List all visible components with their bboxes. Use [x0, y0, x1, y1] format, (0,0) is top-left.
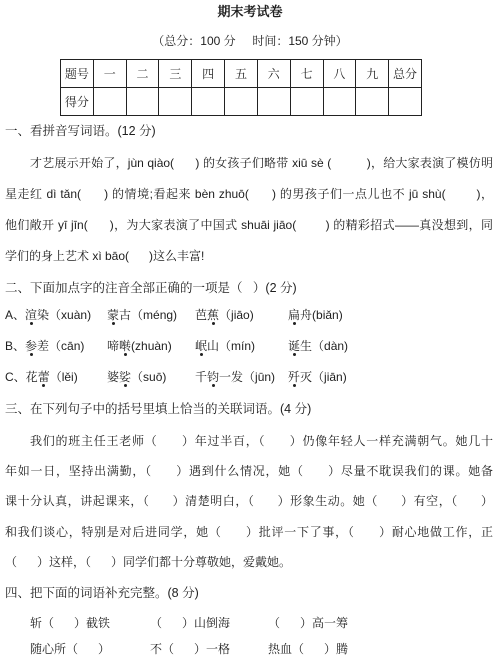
idiom-row [30, 636, 490, 662]
word-char: 生 [300, 339, 313, 353]
table-row-label: 得分 [61, 88, 94, 116]
question-line: 和我们谈心，特别是对后进同学，她（ ）批评一下了事，（ ）耐心地做工作，正 [5, 524, 493, 539]
dotted-char: 娑 [119, 370, 132, 384]
word-char: 芭 [195, 308, 208, 322]
idiom-blank-item: （ ）高一筹 [268, 616, 349, 630]
option-word [107, 331, 195, 362]
option-row [5, 331, 493, 362]
word-char: 千 [195, 370, 208, 384]
dotted-char: 渲 [25, 308, 38, 322]
word-char: 染 [37, 308, 50, 322]
option-word [195, 331, 288, 362]
option-letter: B、 [5, 339, 26, 353]
option-word [288, 362, 493, 393]
pinyin-text: （lěi) [49, 370, 78, 384]
option-word [195, 362, 288, 393]
table-header-label: 题号 [61, 60, 94, 88]
option-word [5, 331, 107, 362]
exam-info: （总分：100 分 时间：150 分钟） [152, 34, 348, 48]
word-char: 灭 [300, 370, 313, 384]
pinyin-text: （dàn) [312, 339, 349, 353]
option-word [107, 362, 195, 393]
dotted-char: 参 [25, 339, 38, 353]
question-line: 星走红 dì tǎn( ) 的情境;看起来 bèn zhuō( ) 的男孩子们一点儿也不 jū shù( )， [5, 187, 493, 201]
question-line: 学们的身上艺术 xì bāo( )这么丰富! [5, 249, 205, 263]
table-header-cell: 九 [356, 60, 389, 88]
table-header-cell: 一 [93, 60, 126, 88]
option-word [5, 362, 107, 393]
dotted-char: 诞 [288, 339, 301, 353]
section-heading: 四、把下面的词语补充完整。(8 分) [5, 586, 199, 600]
question-line: 他们敞开 yī jīn( )，为大家表演了中国式 shuāi jiāo( ) 的精彩招式——真没想到，同 [5, 218, 493, 232]
score-table [60, 59, 422, 116]
section1-paragraph [5, 148, 493, 272]
pinyin-text: （jūn) [243, 370, 276, 384]
question-line: 才艺展示开始了，jùn qiào( ) 的女孩子们略带 xiū sè ( )，给大家表演了模仿明 [30, 156, 493, 170]
dotted-char: 蕾 [37, 370, 50, 384]
word-char: 一发 [219, 370, 244, 384]
score-cell [356, 88, 389, 116]
option-word [107, 300, 195, 331]
question-line: （ ）这样，（ ）同学们都十分尊敬她，爱戴她。 [5, 554, 292, 569]
pinyin-text: (zhuàn) [131, 339, 172, 353]
section-heading: 三、在下列句子中的括号里填上恰当的关联词语。(4 分) [5, 402, 312, 416]
score-cell [192, 88, 225, 116]
pinyin-text: （jiān) [312, 370, 347, 384]
option-letter: C、 [5, 370, 26, 384]
pinyin-text: (biǎn) [312, 308, 343, 322]
table-header-cell: 七 [290, 60, 323, 88]
word-char: 山 [207, 339, 220, 353]
choice-options [5, 300, 493, 393]
option-row [5, 362, 493, 393]
table-header-cell: 四 [192, 60, 225, 88]
table-header-cell: 总分 [389, 60, 422, 88]
idiom-blank-item: （ ）山倒海 [150, 616, 231, 630]
idiom-blank-item: 斩（ ）截铁 [30, 616, 111, 630]
pinyin-text: （xuàn) [49, 308, 92, 322]
option-letter: A、 [5, 308, 26, 322]
score-cell [225, 88, 258, 116]
pinyin-text: （suō) [131, 370, 167, 384]
dotted-char: 歼 [288, 370, 301, 384]
section-heading: 一、看拼音写词语。(12 分) [5, 124, 156, 138]
table-header-cell: 三 [159, 60, 192, 88]
word-char: 婆 [107, 370, 120, 384]
idiom-row [30, 610, 490, 636]
question-line: 我们的班主任王老师（ ）年过半百，（ ）仍像年轻人一样充满朝气。她几十 [30, 434, 493, 448]
score-table-header-row [61, 60, 422, 88]
dotted-char: 蒙 [107, 308, 120, 322]
question-line: 课十分认真，讲起课来，（ ）清楚明白，（ ）形象生动。她（ ）有空，（ ） [5, 494, 493, 509]
idiom-blank-item: 随心所（ ） [30, 642, 111, 656]
section-heading: 二、下面加点字的注音全部正确的一项是（ ）(2 分) [5, 281, 297, 295]
score-cell [389, 88, 422, 116]
pinyin-text: （jiāo) [219, 308, 254, 322]
score-cell [323, 88, 356, 116]
option-word [195, 300, 288, 331]
score-cell [290, 88, 323, 116]
dotted-char: 钧 [207, 370, 220, 384]
option-word [5, 300, 107, 331]
idiom-blank-item: 热血（ ）腾 [268, 642, 349, 656]
pinyin-text: （mín) [219, 339, 256, 353]
score-cell [126, 88, 159, 116]
dotted-char: 岷 [195, 339, 208, 353]
pinyin-text: （cān) [49, 339, 85, 353]
score-cell [257, 88, 290, 116]
question-line: 年如一日，坚持出满勤，（ ）遇到什么情况，她（ ）尽量不耽误我们的课。她备 [5, 464, 493, 479]
table-header-cell: 八 [323, 60, 356, 88]
idiom-grid [30, 610, 490, 662]
option-word [288, 331, 493, 362]
dotted-char: 啭 [119, 339, 132, 353]
word-char: 舟 [300, 308, 313, 322]
score-table-score-row [61, 88, 422, 116]
word-char: 古 [119, 308, 132, 322]
score-cell [93, 88, 126, 116]
section3-paragraph [5, 426, 493, 577]
dotted-char: 扁 [288, 308, 301, 322]
table-header-cell: 六 [257, 60, 290, 88]
dotted-char: 蕉 [207, 308, 220, 322]
table-header-cell: 五 [225, 60, 258, 88]
word-char: 花 [25, 370, 38, 384]
option-word [288, 300, 493, 331]
table-header-cell: 二 [126, 60, 159, 88]
word-char: 啼 [107, 339, 120, 353]
page-title: 期末考试卷 [217, 4, 283, 19]
score-cell [159, 88, 192, 116]
option-row [5, 300, 493, 331]
pinyin-text: （méng) [131, 308, 178, 322]
word-char: 差 [37, 339, 50, 353]
idiom-blank-item: 不（ ）一格 [150, 642, 231, 656]
